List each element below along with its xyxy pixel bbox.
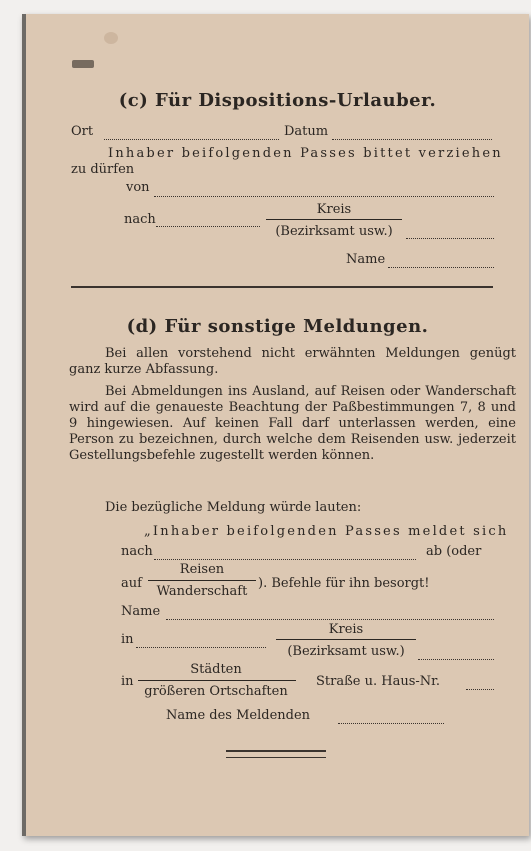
datum-label: Datum — [284, 124, 329, 139]
quote-in-label: in — [121, 632, 134, 647]
befehle-text: ). Befehle für ihn besorgt! — [258, 576, 430, 591]
quote-line-1: „Inhaber beifolgenden Passes meldet sich — [144, 524, 509, 539]
reisen-label: Reisen — [179, 562, 225, 577]
quote-kreis-divider — [276, 639, 416, 640]
ab-label: ab (oder — [426, 544, 482, 559]
meldender-label: Name des Meldenden — [166, 708, 311, 723]
paragraph-2: Bei Abmeldungen ins Ausland, auf Reisen oder Wanderschaft wird auf die genaueste Beachtung der Paßbestimmungen 7, 8 und 9 hingewiesen. Auf keinen Fall darf unterlassen werden, eine Person zu bezeichnen, durch welche dem Reisenden usw. jederzeit Gestellungsbefehle zugestellt werden können. — [69, 384, 516, 463]
ort-field-line — [104, 139, 279, 140]
name-label: Name — [346, 252, 386, 267]
stain — [104, 32, 118, 44]
strasse-field-line — [466, 689, 494, 690]
section-c-heading: (c) Für Dispositions-Urlauber. — [118, 90, 437, 111]
nach-label: nach — [124, 212, 156, 227]
meldender-field-line — [338, 723, 444, 724]
bezirksamt-label: (Bezirksamt usw.) — [275, 224, 393, 239]
quote-bezirksamt-label: (Bezirksamt usw.) — [287, 644, 405, 659]
kreis-label: Kreis — [316, 202, 352, 217]
section-divider — [71, 286, 493, 288]
reisen-divider — [148, 580, 256, 581]
datum-field-line — [332, 139, 492, 140]
quote-nach-field-line — [154, 559, 416, 560]
request-line-2: zu dürfen — [71, 162, 135, 177]
auf-label: auf — [121, 576, 142, 591]
von-field-line — [154, 196, 494, 197]
ortschaften-label: größeren Ortschaften — [144, 684, 288, 699]
paragraph-1: Bei allen vorstehend nicht erwähnten Meldungen genügt ganz kurze Abfassung. — [69, 346, 516, 377]
request-line-1: Inhaber beifolgenden Passes bittet verziehen — [108, 146, 503, 161]
ort-label: Ort — [71, 124, 94, 139]
quote-kreis-field-line — [418, 659, 494, 660]
wanderschaft-label: Wanderschaft — [156, 584, 248, 599]
staedten-label: Städten — [190, 662, 242, 677]
quote-name-field-line — [166, 619, 494, 620]
quote-nach-label: nach — [121, 544, 153, 559]
nach-field-line — [156, 226, 260, 227]
name-field-line — [388, 267, 494, 268]
strasse-label: Straße u. Haus-Nr. — [316, 674, 441, 689]
document-page — [22, 14, 529, 836]
end-ornament — [226, 750, 326, 758]
kreis-field-line — [406, 238, 494, 239]
page-number-mark — [72, 60, 94, 68]
staedten-divider — [138, 680, 296, 681]
quote-in2-label: in — [121, 674, 134, 689]
quote-name-label: Name — [121, 604, 161, 619]
paragraph-3: Die bezügliche Meldung würde lauten: — [105, 500, 362, 515]
quote-in-field-line — [136, 647, 266, 648]
section-d-heading: (d) Für sonstige Meldungen. — [126, 316, 429, 337]
von-label: von — [126, 180, 150, 195]
kreis-divider — [266, 219, 402, 220]
quote-kreis-label: Kreis — [328, 622, 364, 637]
